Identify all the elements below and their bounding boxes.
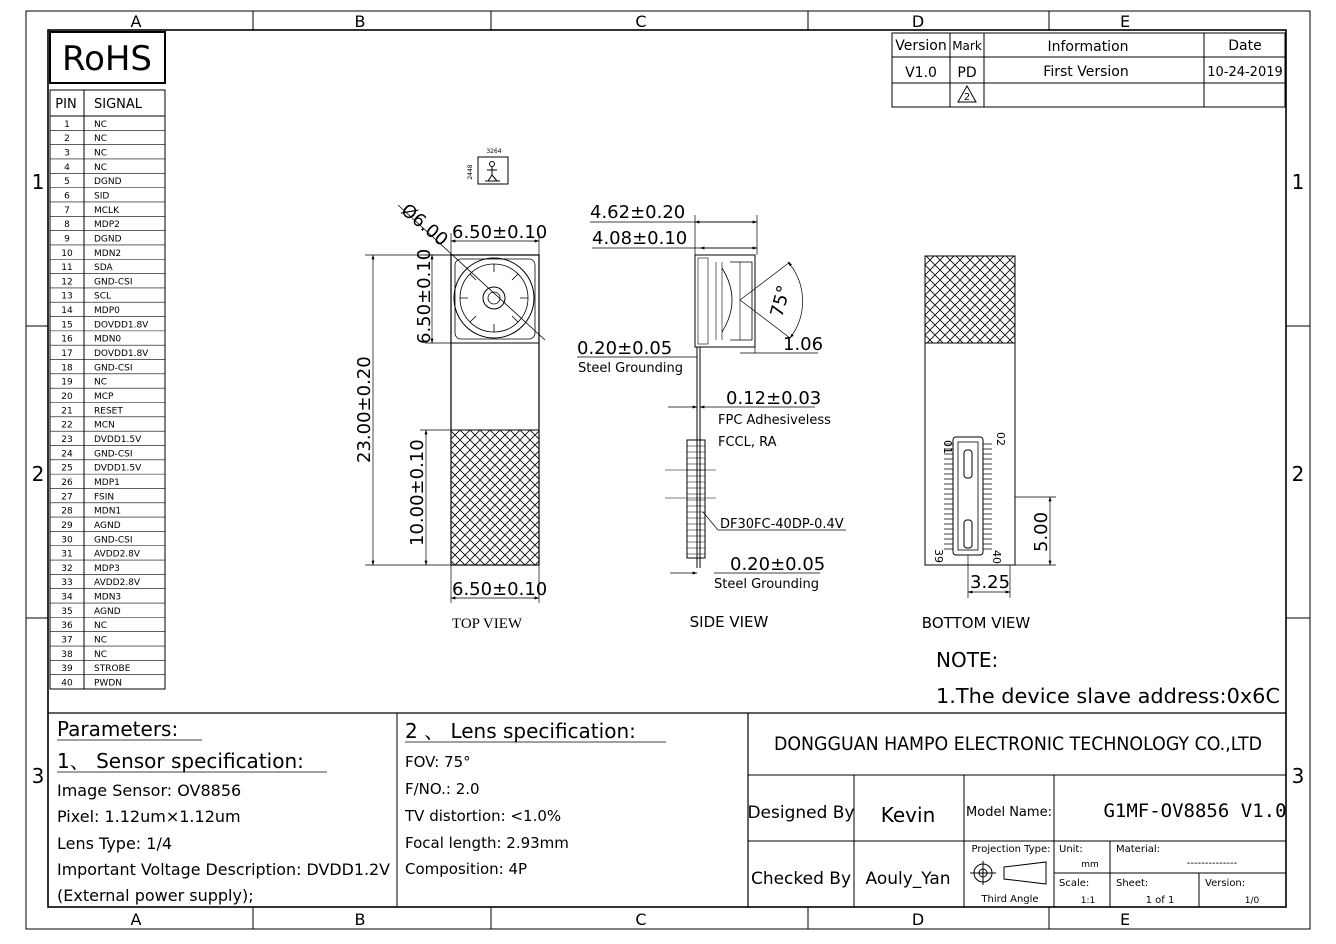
signal-header: SIGNAL <box>93 97 143 112</box>
designed-by-label: Designed By <box>747 803 855 823</box>
sheet-label: Sheet: <box>1116 878 1149 889</box>
pin-number: 3 <box>64 148 70 159</box>
col-label-c-top: C <box>635 12 647 31</box>
bottom-pitch-dim: 3.25 <box>970 572 1011 593</box>
pin-signal: FSIN <box>94 492 115 503</box>
thumb-height-label: 2448 <box>467 164 474 180</box>
row-label-1-left: 1 <box>31 170 45 194</box>
pin-signal: NC <box>94 162 108 173</box>
pin-number: 8 <box>64 220 70 231</box>
model-name-value: G1MF-OV8856 V1.0 <box>1103 800 1287 822</box>
pin-table <box>50 90 165 689</box>
sheet-value: 1 of 1 <box>1145 895 1175 906</box>
side-steel-note: Steel Grounding <box>578 361 684 376</box>
scale-value: 1:1 <box>1080 896 1096 906</box>
pin-signal: AVDD2.8V <box>94 578 141 589</box>
note-block <box>936 648 1280 708</box>
pin-signal: SDA <box>94 263 113 274</box>
col-label-b-bottom: B <box>354 910 366 929</box>
rev-version: V1.0 <box>905 65 937 81</box>
rev-information: First Version <box>1043 64 1129 80</box>
pin-signal: DOVDD1.8V <box>94 320 149 331</box>
sensor-spec-title: 1、 Sensor specification: <box>57 749 304 773</box>
pin-signal: NC <box>94 134 108 145</box>
bottom-view-labels <box>922 432 1052 632</box>
company-name: DONGGUAN HAMPO ELECTRONIC TECHNOLOGY CO.,LTD <box>774 733 1262 755</box>
pin-number: 5 <box>64 177 70 188</box>
projection-label: Projection Type: <box>971 844 1051 855</box>
rev-header-version: Version <box>895 38 947 54</box>
rohs-stamp <box>50 32 165 83</box>
pin-number: 27 <box>61 492 73 503</box>
col-label-e-bottom: E <box>1119 910 1131 929</box>
designed-by-value: Kevin <box>880 803 936 827</box>
pin-signal: NC <box>94 148 108 159</box>
pin-signal: MDN1 <box>94 506 122 517</box>
pin-signal: DOVDD1.8V <box>94 349 149 360</box>
top-bottom-width-dim: 6.50±0.10 <box>452 579 548 600</box>
rev-mark: PD <box>957 65 977 81</box>
rohs-label: RoHS <box>61 39 153 79</box>
pin-number: 33 <box>61 578 73 589</box>
pin-signal: MCN <box>94 420 115 431</box>
bottom-view-caption: BOTTOM VIEW <box>921 614 1031 632</box>
pin-signal: PWDN <box>94 678 122 689</box>
sensor-spec-3: Lens Type: 1/4 <box>57 834 173 853</box>
col-label-a-bottom: A <box>130 910 142 929</box>
pin-signal: AGND <box>94 606 121 617</box>
pin-number: 7 <box>64 205 70 216</box>
pin-number: 18 <box>61 363 73 374</box>
pin-number: 20 <box>61 392 73 402</box>
lens-spec-1: FOV: 75° <box>405 753 471 771</box>
pin-02-label: 02 <box>994 432 1007 446</box>
checked-by-label: Checked By <box>750 869 852 889</box>
version-label: Version: <box>1205 878 1246 889</box>
pin-number: 32 <box>61 563 73 574</box>
pin-number: 2 <box>64 134 70 145</box>
top-diameter-dim: Ø6.00 <box>396 199 452 251</box>
top-connector-height-dim: 10.00±0.10 <box>407 439 428 546</box>
revision-table <box>892 33 1285 107</box>
side-depth2-dim: 4.08±0.10 <box>592 228 688 249</box>
side-view-labels <box>577 202 844 631</box>
pin-number: 21 <box>61 406 73 417</box>
pin-number: 26 <box>61 477 73 488</box>
sensor-spec-4: Important Voltage Description: DVDD1.2V <box>57 860 391 879</box>
parameters-title: Parameters: <box>57 717 179 741</box>
pin-signal: STROBE <box>94 664 131 675</box>
version-value: 1/0 <box>1244 896 1260 906</box>
pin-number: 25 <box>61 463 73 474</box>
parameters-text <box>57 717 636 905</box>
checked-by-value: Aouly_Yan <box>865 869 951 889</box>
side-steel-dim: 0.20±0.05 <box>577 338 673 359</box>
pin-header: PIN <box>55 97 77 112</box>
pin-number: 22 <box>61 420 73 431</box>
pin-signal: MDN0 <box>94 334 122 345</box>
side-fpc-note-1: FPC Adhesiveless <box>718 413 831 428</box>
side-connector-note: DF30FC-40DP-0.4V <box>720 517 844 532</box>
pin-number: 4 <box>64 162 70 173</box>
model-name-label: Model Name: <box>966 805 1052 820</box>
top-view-caption: TOP VIEW <box>451 616 523 632</box>
pin-signal: MDN2 <box>94 248 122 259</box>
pin-number: 12 <box>61 277 73 288</box>
col-label-b-top: B <box>354 12 366 31</box>
pin-39-label: 39 <box>932 549 945 563</box>
pin-signal: MCLK <box>94 205 119 216</box>
pin-number: 36 <box>61 621 73 632</box>
row-label-3-left: 3 <box>31 764 45 788</box>
pin-signal: NC <box>94 377 108 388</box>
rev-date: 10-24-2019 <box>1207 65 1283 80</box>
rev-header-mark: Mark <box>952 39 982 53</box>
bottom-height-dim: 5.00 <box>1031 511 1052 552</box>
pin-signal: GND-CSI <box>94 449 133 460</box>
pin-signal: MCP <box>94 392 114 402</box>
col-label-e-top: E <box>1119 12 1131 31</box>
pin-signal: DGND <box>94 177 122 188</box>
pin-number: 31 <box>61 549 73 560</box>
pin-number: 19 <box>61 377 73 388</box>
pin-number: 16 <box>61 334 73 345</box>
pin-number: 37 <box>61 635 73 646</box>
svg-text:2: 2 <box>963 92 971 103</box>
pin-number: 17 <box>61 349 73 360</box>
side-fpc-note-2: FCCL, RA <box>718 435 777 450</box>
rev-header-information: Information <box>1047 39 1129 55</box>
pin-number: 23 <box>61 434 73 445</box>
top-width-dim: 6.50±0.10 <box>452 222 548 243</box>
col-label-d-bottom: D <box>911 910 925 929</box>
lens-spec-3: TV distortion: <1.0% <box>405 807 562 825</box>
projection-value: Third Angle <box>981 894 1039 905</box>
pin-number: 10 <box>61 248 73 259</box>
scale-label: Scale: <box>1059 878 1090 889</box>
pin-number: 9 <box>64 234 70 245</box>
sensor-spec-5: (External power supply); <box>57 886 254 905</box>
pin-number: 1 <box>64 119 70 130</box>
pin-signal: MDP0 <box>94 306 120 317</box>
top-view <box>365 205 548 603</box>
person-icon <box>485 162 500 182</box>
unit-value: mm <box>1081 860 1099 870</box>
lens-spec-title: 2 、 Lens specification: <box>405 719 636 743</box>
pin-signal: NC <box>94 119 108 130</box>
pin-signal: AGND <box>94 520 121 531</box>
side-steel2-note: Steel Grounding <box>714 577 820 592</box>
pin-signal: RESET <box>94 406 123 417</box>
pin-number: 40 <box>61 678 73 689</box>
unit-label: Unit: <box>1059 844 1083 855</box>
sensor-spec-1: Image Sensor: OV8856 <box>57 781 242 800</box>
pin-number: 14 <box>61 306 73 317</box>
pin-number: 34 <box>61 592 73 603</box>
material-value: -------------- <box>1186 858 1238 869</box>
pin-number: 28 <box>61 506 73 517</box>
pin-signal: DGND <box>94 234 122 245</box>
top-total-height-dim: 23.00±0.20 <box>354 356 375 463</box>
pin-40-label: 40 <box>990 550 1003 564</box>
pin-number: 15 <box>61 320 73 331</box>
row-label-2-left: 2 <box>31 462 45 486</box>
col-label-a-top: A <box>130 12 142 31</box>
pin-signal: MDN3 <box>94 592 122 603</box>
pin-signal: GND-CSI <box>94 363 133 374</box>
sensor-spec-2: Pixel: 1.12um×1.12um <box>57 807 241 826</box>
pin-signal: NC <box>94 649 108 660</box>
third-angle-projection-icon <box>970 861 1046 885</box>
pin-number: 30 <box>61 535 73 546</box>
pin-number: 29 <box>61 520 73 531</box>
thumb-width-label: 3264 <box>486 148 502 155</box>
sensor-thumbnail <box>467 148 508 184</box>
pin-signal: MDP1 <box>94 477 120 488</box>
pin-signal: MDP3 <box>94 563 120 574</box>
pin-signal: GND-CSI <box>94 535 133 546</box>
pin-number: 6 <box>64 191 70 202</box>
side-depth-dim: 4.62±0.20 <box>590 202 686 223</box>
pin-signal: DVDD1.5V <box>94 463 142 474</box>
lens-spec-2: F/NO.: 2.0 <box>405 780 480 798</box>
lens-spec-5: Composition: 4P <box>405 860 528 878</box>
revision-mark-2-icon <box>958 86 976 103</box>
pin-signal: SID <box>94 191 110 202</box>
lens-spec-4: Focal length: 2.93mm <box>405 834 569 852</box>
pin-number: 24 <box>61 449 73 460</box>
side-fpc-dim: 0.12±0.03 <box>726 388 822 409</box>
pin-number: 38 <box>61 649 73 660</box>
side-angle-dim: 75° <box>766 283 796 320</box>
col-label-d-top: D <box>911 12 925 31</box>
pin-signal: MDP2 <box>94 220 120 231</box>
top-lens-height-dim: 6.50±0.10 <box>414 248 435 344</box>
pin-01-label: 01 <box>941 440 954 454</box>
row-label-2-right: 2 <box>1291 462 1305 486</box>
side-steel2-dim: 0.20±0.05 <box>730 554 826 575</box>
pin-signal: GND-CSI <box>94 277 133 288</box>
note-line-1: 1.The device slave address:0x6C <box>936 684 1280 708</box>
pin-signal: SCL <box>94 291 112 302</box>
pin-signal: NC <box>94 621 108 632</box>
pin-signal: NC <box>94 635 108 646</box>
row-label-1-right: 1 <box>1291 170 1305 194</box>
pin-number: 35 <box>61 606 73 617</box>
material-label: Material: <box>1116 844 1160 855</box>
pin-signal: DVDD1.5V <box>94 434 142 445</box>
pin-number: 11 <box>61 263 73 274</box>
note-title: NOTE: <box>936 648 999 672</box>
row-label-3-right: 3 <box>1291 764 1305 788</box>
rev-header-date: Date <box>1228 38 1262 54</box>
side-offset-dim: 1.06 <box>783 334 824 355</box>
col-label-c-bottom: C <box>635 910 647 929</box>
pin-number: 13 <box>61 291 73 302</box>
pin-number: 39 <box>61 664 73 675</box>
pin-signal: AVDD2.8V <box>94 549 141 560</box>
side-view-caption: SIDE VIEW <box>689 613 769 631</box>
